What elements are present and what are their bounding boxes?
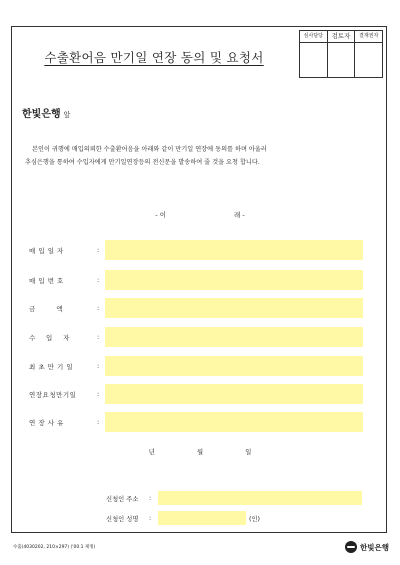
field-colon: : xyxy=(149,494,152,502)
original-maturity-input[interactable] xyxy=(105,356,363,376)
field-label: 연장요청만기일 xyxy=(29,390,77,399)
bank-logo-text: 한빛은행 xyxy=(360,542,389,552)
approval-header: 검토자 xyxy=(328,31,355,43)
applicant-address-row xyxy=(106,491,362,505)
bank-logo xyxy=(345,541,389,553)
approval-col-reviewer xyxy=(300,31,327,77)
applicant-address-input[interactable] xyxy=(158,491,362,505)
importer-input[interactable] xyxy=(105,327,363,347)
body-line: 본인이 귀행에 매입의뢰한 수출환어음을 아래와 같이 만기일 연장에 동의를 하며 아울러 xyxy=(32,146,267,153)
applicant-name-row xyxy=(106,511,260,525)
field-label: 매 입 일 자 xyxy=(29,246,64,255)
field-colon: : xyxy=(97,304,100,312)
field-importer xyxy=(29,327,363,347)
date-month: 월 xyxy=(196,448,204,456)
date-day: 일 xyxy=(245,448,252,456)
form-code: 수출(4030202, 210×297) ('00.1 제정) xyxy=(13,545,96,550)
field-colon: : xyxy=(97,390,100,398)
field-purchase-date xyxy=(29,240,363,260)
field-colon: : xyxy=(97,362,100,370)
bank-addressee xyxy=(22,105,70,120)
body-line: 추심은행을 통하여 수입자에게 만기일연장등의 전신문을 발송하여 줄 것을 요청 합니다. xyxy=(25,159,260,166)
field-colon: : xyxy=(149,514,152,522)
field-colon: : xyxy=(97,246,100,254)
field-original-maturity xyxy=(29,356,363,376)
bank-suffix: 앞 xyxy=(63,111,71,119)
field-purchase-number xyxy=(29,270,363,290)
seal-mark: (인) xyxy=(249,515,260,523)
bank-logo-icon xyxy=(345,541,357,553)
requested-maturity-input[interactable] xyxy=(105,384,363,404)
date-year: 년 xyxy=(148,448,155,456)
applicant-name-input[interactable] xyxy=(158,511,246,525)
applicant-address-label: 신청인 주소 xyxy=(106,495,139,503)
purchase-number-input[interactable] xyxy=(105,270,363,290)
approval-col-approver xyxy=(354,31,382,77)
field-label: 연 장 사 유 xyxy=(29,418,64,427)
approval-header: 심사담당 xyxy=(300,31,327,43)
extension-reason-input[interactable] xyxy=(105,412,363,432)
purchase-date-input[interactable] xyxy=(105,240,363,260)
field-amount xyxy=(29,298,363,318)
field-label: 최 초 만 기 일 xyxy=(29,362,74,371)
field-colon: : xyxy=(97,333,100,341)
approval-header: 결재권자 xyxy=(355,31,382,43)
field-label: 금 액 xyxy=(29,304,64,313)
approval-col-checker xyxy=(327,31,355,77)
amount-input[interactable] xyxy=(105,298,363,318)
document-title: 수출환어음 만기일 연장 동의 및 요청서 xyxy=(44,50,264,65)
bank-name: 한빛은행 xyxy=(22,109,61,120)
field-label: 수 입 자 xyxy=(29,333,70,342)
applicant-name-label: 신청인 성명 xyxy=(106,515,139,523)
date-line xyxy=(0,447,400,456)
heading-left: - 이 xyxy=(155,211,166,219)
section-heading xyxy=(0,210,400,219)
field-requested-maturity xyxy=(29,384,363,404)
field-extension-reason xyxy=(29,412,363,432)
approval-box xyxy=(299,30,383,78)
field-label: 매 입 번 호 xyxy=(29,276,64,285)
field-colon: : xyxy=(97,418,100,426)
heading-right: 래 - xyxy=(234,211,245,219)
request-body xyxy=(25,143,375,169)
field-colon: : xyxy=(97,276,100,284)
